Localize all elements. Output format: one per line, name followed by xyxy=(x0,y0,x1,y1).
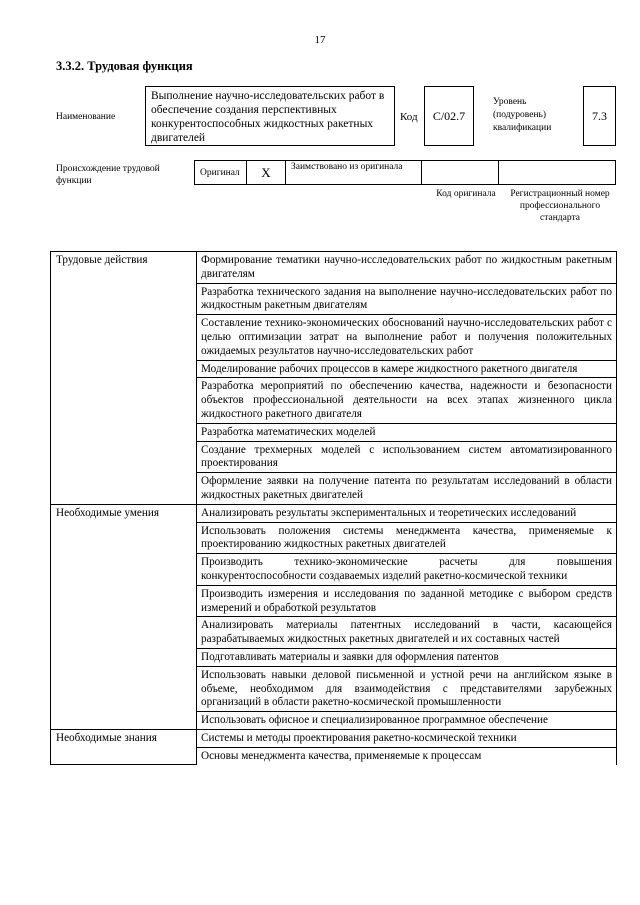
table-row xyxy=(51,729,617,747)
registration-number-caption: Регистрационный номер профессионального стандарта xyxy=(510,189,610,223)
qualification-level-label: Уровень (подуровень) квалификации xyxy=(493,97,552,133)
list-item: Разработка мероприятий по обеспечению качества, надежности и безопасности объектов профессиональной деятельности на всех этапах жизненного цикла жидкостного ракетного двигателя xyxy=(197,378,617,423)
list-item: Создание трехмерных моделей с использованием систем автоматизированного проектирования xyxy=(197,441,617,473)
qualification-level-box: 7.3 xyxy=(583,86,616,146)
origin-label: Происхождение трудовой функции xyxy=(56,164,160,186)
section-title-skills: Необходимые умения xyxy=(51,504,197,729)
original-mark: X xyxy=(247,161,286,184)
list-item: Использовать навыки деловой письменной и устной речи на английском языке в объеме, необходимом для взаимодействия с представителями зарубежных организаций в области ракетно-космической промышленности xyxy=(197,666,617,711)
origin-row xyxy=(194,160,616,185)
name-label: Наименование xyxy=(56,112,116,122)
list-item: Составление технико-экономических обоснований научно-исследовательских работ с целью оптимизации затрат на выполнение работ и получения положительных ожидаемых результатов научно-исследовательских работ xyxy=(197,315,617,360)
section-title-actions: Трудовые действия xyxy=(51,252,197,505)
registration-number-cell xyxy=(499,161,615,184)
list-item: Использовать офисное и специализированное программное обеспечение xyxy=(197,712,617,730)
page-number: 17 xyxy=(314,34,326,46)
section-title: 3.3.2. Трудовая функция xyxy=(56,59,193,73)
borrowed-label: Заимствовано из оригинала xyxy=(286,161,422,184)
section-title-knowledge: Необходимые знания xyxy=(51,729,197,764)
kod-label: Код xyxy=(400,111,418,123)
list-item: Производить технико-экономические расчеты для повышения конкурентоспособности создаваемых изделий ракетно-космической техники xyxy=(197,554,617,586)
list-item: Разработка технического задания на выполнение научно-исследовательских работ по жидкостным ракетным двигателям xyxy=(197,283,617,315)
list-item: Формирование тематики научно-исследовательских работ по жидкостным ракетным двигателям xyxy=(197,252,617,284)
list-item: Моделирование рабочих процессов в камере жидкостного ракетного двигателя xyxy=(197,360,617,378)
list-item: Анализировать материалы патентных исследований в части, касающейся разрабатываемых жидкостных ракетных двигателей и их составных частей xyxy=(197,617,617,649)
original-label: Оригинал xyxy=(195,161,247,184)
original-code-cell xyxy=(422,161,499,184)
list-item: Оформление заявки на получение патента по результатам исследований в области жидкостных ракетных двигателей xyxy=(197,473,617,505)
kod-value-box: С/02.7 xyxy=(424,86,474,146)
list-item: Использовать положения системы менеджмента качества, применяемые к проектированию жидкостных ракетных двигателей xyxy=(197,522,617,554)
list-item: Основы менеджмента качества, применяемые к процессам xyxy=(197,747,617,764)
table-row xyxy=(51,504,617,522)
list-item: Подготавливать материалы и заявки для оформления патентов xyxy=(197,648,617,666)
function-details-table xyxy=(50,251,617,765)
table-row xyxy=(51,252,617,284)
list-item: Системы и методы проектирования ракетно-космической техники xyxy=(197,729,617,747)
list-item: Анализировать результаты экспериментальных и теоретических исследований xyxy=(197,504,617,522)
list-item: Разработка математических моделей xyxy=(197,423,617,441)
list-item: Производить измерения и исследования по заданной методике с выбором средств измерений и обработкой результатов xyxy=(197,585,617,617)
function-name-box: Выполнение научно-исследовательских работ в обеспечение создания перспективных конкурентоспособных жидкостных ракетных двигателей xyxy=(145,86,395,146)
original-code-caption: Код оригинала xyxy=(436,189,496,199)
